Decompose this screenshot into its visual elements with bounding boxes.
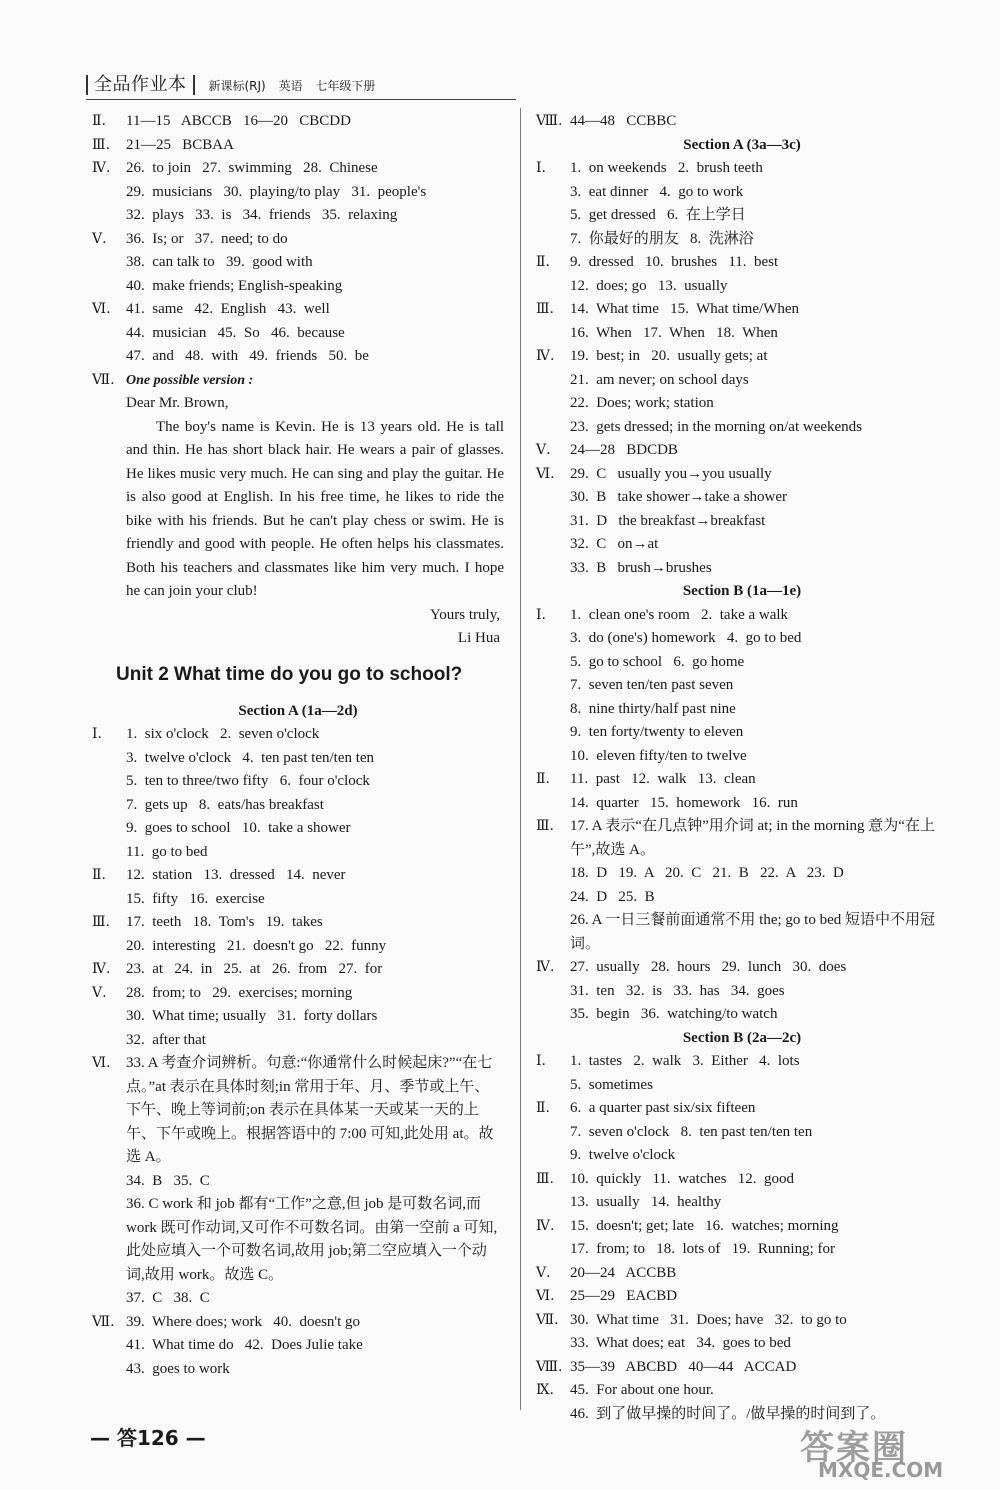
answer-text: 31. D the breakfast→breakfast (570, 512, 766, 529)
answer-line (92, 1358, 504, 1382)
answer-line (92, 157, 504, 181)
answer-line (536, 1238, 948, 1262)
roman-numeral (536, 1121, 570, 1145)
roman-numeral (92, 888, 126, 912)
section-heading: Section A (1a—2d) (238, 702, 358, 719)
roman-numeral (536, 204, 570, 228)
answer-line (536, 604, 948, 628)
roman-numeral: Ⅱ. (92, 867, 106, 883)
roman-numeral: Ⅵ. (536, 465, 555, 482)
unit-answers (92, 723, 504, 1381)
roman-numeral: Ⅰ. (536, 606, 546, 623)
answer-text: 11. past 12. walk 13. clean (570, 771, 756, 787)
roman-numeral (536, 392, 570, 416)
answer-text: 44—48 CCBBC (570, 113, 677, 129)
roman-numeral: Ⅶ. (92, 1313, 115, 1330)
answer-line (536, 1332, 948, 1356)
answer-text: 19. best; in 20. usually gets; at (570, 348, 768, 364)
answer-text: 1. on weekends 2. brush teeth (570, 160, 763, 176)
roman-numeral (92, 747, 126, 771)
answer-text: 40. make friends; English-speaking (126, 277, 343, 294)
answer-text: 21. am never; on school days (570, 371, 749, 388)
answer-line (536, 1003, 948, 1027)
answer-line (536, 1074, 948, 1098)
answer-text: 17. from; to 18. lots of 19. Running; for (570, 1241, 835, 1257)
answer-line (536, 204, 948, 228)
answer-text: 17. teeth 18. Tom's 19. takes (126, 914, 323, 930)
roman-numeral (536, 1403, 570, 1427)
roman-numeral (536, 886, 570, 910)
answer-text: 5. get dressed 6. 在上学日 (570, 207, 746, 223)
roman-numeral (92, 275, 126, 299)
roman-numeral (536, 792, 570, 816)
roman-numeral (536, 862, 570, 886)
answer-text: 12. does; go 13. usually (570, 277, 728, 294)
roman-numeral (92, 817, 126, 841)
roman-numeral (536, 510, 570, 534)
answer-line (92, 1287, 504, 1311)
answer-line (92, 935, 504, 959)
answer-line (536, 627, 948, 651)
answer-line (92, 275, 504, 299)
page-number: — 答126 — (90, 1426, 206, 1450)
answer-text: 47. and 48. with 49. friends 50. be (126, 348, 369, 364)
roman-numeral (92, 794, 126, 818)
roman-numeral (92, 770, 126, 794)
roman-numeral: Ⅱ. (536, 254, 550, 270)
answer-text: 14. quarter 15. homework 16. run (570, 794, 798, 811)
answer-line (536, 1379, 948, 1403)
answer-text: 26. to join 27. swimming 28. Chinese (126, 160, 378, 176)
answer-text: 7. seven ten/ten past seven (570, 677, 734, 693)
roman-numeral: Ⅴ. (92, 230, 107, 247)
letter-greeting: Dear Mr. Brown, (126, 395, 229, 411)
answer-text: 5. sometimes (570, 1076, 653, 1093)
answer-line (92, 817, 504, 841)
section-answers (536, 1050, 948, 1426)
answer-text: 23. gets dressed; in the morning on/at weekends (570, 418, 863, 435)
answer-line (536, 557, 948, 581)
answer-line (536, 745, 948, 769)
roman-numeral (92, 841, 126, 865)
roman-numeral: Ⅵ. (536, 1288, 555, 1304)
roman-numeral: Ⅲ. (536, 818, 554, 834)
watermark-url: MXQE.COM (818, 1458, 944, 1482)
answer-text: 21—25 BCBAA (126, 136, 234, 153)
letter-label: One possible version : (126, 372, 254, 388)
answer-text: 30. B take shower→take a shower (570, 489, 788, 505)
answer-text: 32. plays 33. is 34. friends 35. relaxing (126, 207, 398, 223)
section-answers (536, 157, 948, 580)
roman-numeral (536, 416, 570, 440)
roman-numeral (92, 1029, 126, 1053)
unit-title: Unit 2 What time do you go to school? (116, 663, 463, 685)
answer-text: 44. musician 45. So 46. because (126, 324, 345, 341)
answer-text: 20. interesting 21. doesn't go 22. funny (126, 937, 387, 954)
answer-text: 22. Does; work; station (570, 395, 714, 411)
answer-line (536, 533, 948, 557)
answer-text: 35. begin 36. watching/to watch (570, 1006, 778, 1022)
roman-numeral (92, 1170, 126, 1194)
answer-text: 5. ten to three/two fifty 6. four o'clock (126, 773, 370, 789)
answer-text: 1. six o'clock 2. seven o'clock (126, 726, 320, 742)
answer-line (536, 1168, 948, 1192)
answer-text: 29. musicians 30. playing/to play 31. people's (126, 183, 427, 200)
answer-line (536, 369, 948, 393)
roman-numeral (92, 322, 126, 346)
answer-text: 11. go to bed (126, 843, 208, 860)
roman-numeral: Ⅶ. (536, 1311, 559, 1328)
answer-text: 14. What time 15. What time/When (570, 301, 799, 317)
roman-numeral: Ⅵ. (92, 301, 111, 317)
answer-text: 30. What time 31. Does; have 32. to go to (570, 1311, 847, 1328)
answer-line (536, 439, 948, 463)
roman-numeral (92, 204, 126, 228)
answer-text: 32. C on→at (570, 536, 659, 552)
answer-line (92, 1170, 504, 1194)
answer-line (536, 768, 948, 792)
answer-text: 3. eat dinner 4. go to work (570, 183, 744, 200)
answer-line (536, 392, 948, 416)
letter-paragraph: The boy's name is Kevin. He is 13 years old. He is tall and thin. He has short black hair. He wears a pair of glasses. He likes music very much. He can sing and play the guitar. He is also good at English. In his free time, he likes to ride the bike with his friends. But he can't play chess or swim. He is friendly and good with people. He often helps his classmates. Both his teachers and classmates like him very much. I hope he can join your club! (126, 418, 504, 599)
roman-numeral (536, 557, 570, 581)
answer-text: 23. at 24. in 25. at 26. from 27. for (126, 961, 383, 977)
answer-text: 16. When 17. When 18. When (570, 324, 778, 341)
answer-line (536, 1191, 948, 1215)
column-divider (520, 108, 521, 1410)
answer-line (92, 1005, 504, 1029)
answer-text: 17. A 表示“在几点钟”用介词 at; in the morning 意为“在上午”,故选 A。 (570, 818, 935, 858)
answer-line (536, 416, 948, 440)
roman-numeral (536, 1074, 570, 1098)
answer-line (92, 110, 504, 134)
roman-numeral (536, 1003, 570, 1027)
answer-line (92, 958, 504, 982)
section-heading: Section B (2a—2c) (682, 1029, 802, 1046)
roman-numeral (536, 674, 570, 698)
answer-line (92, 888, 504, 912)
answer-line (536, 345, 948, 369)
left-top-answers (92, 110, 504, 369)
roman-numeral (536, 909, 570, 956)
answer-line (536, 463, 948, 487)
answer-text: 38. can talk to 39. good with (126, 254, 313, 270)
answer-line (92, 1193, 504, 1287)
answer-text: 9. goes to school 10. take a shower (126, 820, 351, 836)
answer-text: 3. twelve o'clock 4. ten past ten/ten ten (126, 749, 375, 766)
answer-text: 9. ten forty/twenty to eleven (570, 724, 744, 740)
answer-text: 34. B 35. C (126, 1172, 210, 1189)
answer-text: 10. quickly 11. watches 12. good (570, 1170, 794, 1187)
answer-line (92, 1311, 504, 1335)
answer-line (92, 794, 504, 818)
answer-text: 20—24 ACCBB (570, 1264, 677, 1281)
letter-signature: Li Hua (457, 630, 500, 646)
roman-numeral: Ⅳ. (92, 961, 111, 977)
roman-numeral: Ⅷ. (536, 113, 563, 129)
answer-line (92, 864, 504, 888)
answer-line (536, 486, 948, 510)
answer-line (536, 275, 948, 299)
roman-numeral (536, 651, 570, 675)
answer-line (92, 911, 504, 935)
answer-line (92, 345, 504, 369)
answer-line (92, 204, 504, 228)
answer-text: 41. What time do 42. Does Julie take (126, 1337, 363, 1353)
answer-text: 18. D 19. A 20. C 21. B 22. A 23. D (570, 865, 844, 881)
answer-text: 1. clean one's room 2. take a walk (570, 606, 789, 623)
answer-text: 9. dressed 10. brushes 11. best (570, 254, 779, 270)
page-header (86, 72, 384, 98)
roman-numeral: Ⅴ. (536, 442, 551, 458)
roman-numeral (92, 345, 126, 369)
roman-numeral (536, 1332, 570, 1356)
roman-numeral (536, 745, 570, 769)
section-heading: Section A (3a—3c) (683, 136, 801, 153)
answer-line (536, 322, 948, 346)
answer-line (92, 1029, 504, 1053)
roman-numeral (536, 181, 570, 205)
roman-numeral (536, 980, 570, 1004)
answer-line (536, 792, 948, 816)
roman-numeral: Ⅶ. (92, 371, 115, 388)
roman-numeral: Ⅳ. (536, 959, 555, 975)
answer-text: 10. eleven fifty/ten to twelve (570, 747, 747, 764)
answer-line (92, 747, 504, 771)
roman-numeral (536, 1238, 570, 1262)
answer-line (536, 1262, 948, 1286)
roman-numeral (536, 275, 570, 299)
answer-text: 24—28 BDCDB (570, 442, 678, 458)
answer-text: 24. D 25. B (570, 888, 655, 905)
answer-line (536, 1097, 948, 1121)
answer-text: 7. seven o'clock 8. ten past ten/ten ten (570, 1123, 813, 1140)
answer-line (536, 909, 948, 956)
answer-text: 8. nine thirty/half past nine (570, 700, 736, 717)
answer-text: 36. C work 和 job 都有“工作”之意,但 job 是可数名词,而 work 既可作动词,又可作不可数名词。由第一空前 a 可知,此处应填入一个可数名词,故用 job;第二空应填入一个动词,故用 work。故选 C。 (126, 1196, 498, 1283)
section-answers (536, 604, 948, 1027)
answer-line (536, 1309, 948, 1333)
answer-text: 7. gets up 8. eats/has breakfast (126, 796, 324, 813)
roman-numeral: Ⅸ. (536, 1382, 554, 1398)
answer-line (92, 1334, 504, 1358)
answer-text: 15. fifty 16. exercise (126, 890, 265, 907)
answer-line (92, 841, 504, 865)
left-column (92, 110, 504, 1381)
answer-line (536, 956, 948, 980)
answer-text: 37. C 38. C (126, 1290, 210, 1306)
answer-line (92, 369, 504, 393)
answer-text: 45. For about one hour. (570, 1382, 714, 1398)
roman-numeral: Ⅳ. (536, 1217, 555, 1234)
subject-label: 英语 (278, 78, 303, 93)
answer-text: 28. from; to 29. exercises; morning (126, 984, 353, 1001)
answer-text: 39. Where does; work 40. doesn't go (126, 1313, 361, 1330)
right-top-answers (536, 110, 948, 134)
answer-text: 5. go to school 6. go home (570, 653, 745, 670)
answer-text: 41. same 42. English 43. well (126, 301, 330, 317)
answer-line (536, 1356, 948, 1380)
answer-line (92, 298, 504, 322)
answer-line (536, 251, 948, 275)
header-rule (86, 99, 516, 100)
answer-line (92, 322, 504, 346)
answer-text: 35—39 ABCBD 40—44 ACCAD (570, 1358, 797, 1375)
answer-line (536, 862, 948, 886)
answer-line (92, 251, 504, 275)
answer-line (536, 1144, 948, 1168)
answer-text: 26. A 一日三餐前面通常不用 the; go to bed 短语中不用冠词。 (570, 912, 935, 952)
roman-numeral (92, 1358, 126, 1382)
right-sections (536, 134, 948, 1427)
answer-line (536, 1121, 948, 1145)
answer-text: 12. station 13. dressed 14. never (126, 867, 346, 883)
answer-line (536, 886, 948, 910)
answer-line (92, 228, 504, 252)
roman-numeral: Ⅲ. (92, 136, 110, 153)
answer-text: 29. C usually you→you usually (570, 465, 772, 482)
answer-line (536, 1215, 948, 1239)
roman-numeral (536, 721, 570, 745)
roman-numeral (92, 181, 126, 205)
answer-line (92, 181, 504, 205)
roman-numeral: Ⅴ. (92, 984, 107, 1001)
answer-line (536, 298, 948, 322)
answer-line (536, 510, 948, 534)
answer-line (92, 723, 504, 747)
roman-numeral: Ⅲ. (536, 1170, 554, 1187)
answer-text: 46. 到了做早操的时间了。/做早操的时间到了。 (570, 1405, 886, 1422)
answer-text: 33. B brush→brushes (570, 559, 712, 576)
roman-numeral: Ⅳ. (92, 160, 111, 176)
roman-numeral (92, 1005, 126, 1029)
header-meta (209, 77, 385, 94)
answer-text: 11—15 ABCCB 16—20 CBCDD (126, 113, 351, 129)
roman-numeral (536, 627, 570, 651)
roman-numeral: Ⅱ. (536, 771, 550, 787)
answer-line (536, 674, 948, 698)
roman-numeral (536, 533, 570, 557)
roman-numeral (92, 1287, 126, 1311)
answer-line (536, 815, 948, 862)
answer-text: 25—29 EACBD (570, 1288, 678, 1304)
answer-line (536, 1050, 948, 1074)
answer-text: 9. twelve o'clock (570, 1147, 676, 1163)
answer-line (92, 134, 504, 158)
answer-text: 30. What time; usually 31. forty dollars (126, 1008, 378, 1024)
roman-numeral (536, 1191, 570, 1215)
roman-numeral: Ⅷ. (536, 1358, 563, 1375)
letter-closing: Yours truly, (429, 606, 500, 623)
answer-text: 27. usually 28. hours 29. lunch 30. does (570, 959, 847, 975)
roman-numeral: Ⅲ. (92, 914, 110, 930)
answer-text: 36. Is; or 37. need; to do (126, 230, 288, 247)
roman-numeral: Ⅵ. (92, 1055, 111, 1071)
roman-numeral: Ⅱ. (536, 1100, 550, 1116)
grade-label: 七年级下册 (315, 78, 376, 93)
watermark-logo: 答案圈 (800, 1428, 908, 1468)
answer-text: 7. 你最好的朋友 8. 洗淋浴 (570, 230, 754, 247)
answer-text: 33. What does; eat 34. goes to bed (570, 1335, 791, 1351)
section-heading: Section B (1a—1e) (682, 583, 802, 599)
edition-label: 新课标(RJ) (208, 78, 266, 93)
answer-text: 1. tastes 2. walk 3. Either 4. lots (570, 1053, 800, 1069)
answer-line (536, 721, 948, 745)
roman-numeral (92, 1334, 126, 1358)
answer-line (536, 157, 948, 181)
right-column (536, 110, 948, 1426)
answer-line (92, 770, 504, 794)
answer-line (536, 1285, 948, 1309)
letter-body (92, 416, 504, 604)
roman-numeral (536, 698, 570, 722)
roman-numeral (92, 935, 126, 959)
roman-numeral (92, 251, 126, 275)
roman-numeral (92, 1193, 126, 1287)
answer-line (536, 698, 948, 722)
roman-numeral (536, 486, 570, 510)
roman-numeral: Ⅰ. (92, 726, 102, 742)
brand-title: 全品作业本 (86, 75, 195, 95)
answer-text: 6. a quarter past six/six fifteen (570, 1100, 756, 1116)
answer-text: 43. goes to work (126, 1360, 230, 1377)
answer-line (536, 651, 948, 675)
answer-line (536, 228, 948, 252)
roman-numeral: Ⅲ. (536, 301, 554, 317)
answer-line (536, 181, 948, 205)
answer-text: 33. A 考查介词辨析。句意:“你通常什么时候起床?”“在七点。”at 表示在具体时刻;in 常用于年、月、季节或上午、下午、晚上等词前;on 表示在具体某一天或某一天的上午、下午或晚上。根据答语中的 7:00 可知,此处用 at。故选 A。 (126, 1055, 494, 1165)
answer-text: 3. do (one's) homework 4. go to bed (570, 630, 802, 646)
roman-numeral: Ⅰ. (536, 160, 546, 176)
answer-text: 32. after that (126, 1031, 206, 1048)
roman-numeral (536, 322, 570, 346)
roman-numeral (536, 369, 570, 393)
answer-text: 31. ten 32. is 33. has 34. goes (570, 982, 785, 999)
answer-line (92, 1052, 504, 1170)
answer-line (92, 982, 504, 1006)
roman-numeral (536, 1144, 570, 1168)
roman-numeral: Ⅰ. (536, 1053, 546, 1069)
answer-line (536, 110, 948, 134)
roman-numeral: Ⅴ. (536, 1264, 551, 1281)
roman-numeral: Ⅳ. (536, 348, 555, 364)
roman-numeral: Ⅱ. (92, 113, 106, 129)
answer-line (536, 980, 948, 1004)
answer-text: 13. usually 14. healthy (570, 1194, 722, 1210)
answer-text: 15. doesn't; get; late 16. watches; morning (570, 1217, 839, 1234)
roman-numeral (536, 228, 570, 252)
